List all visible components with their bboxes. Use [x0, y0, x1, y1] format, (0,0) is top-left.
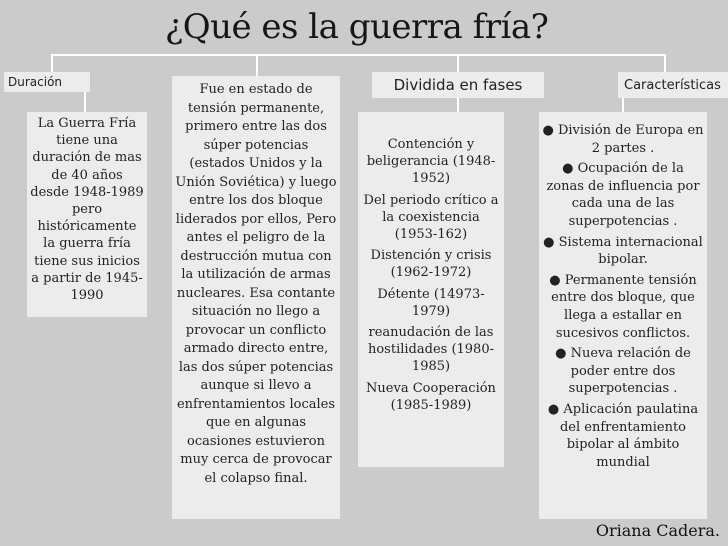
- fase-item: Détente (14973-1979): [377, 286, 485, 319]
- definicion-text: Fue en estado de tensión permanente, primero entre las dos súper potencias (estados Unidos y la Unión Soviética) y luego entre los dos bloque liderados por ellos, Pero antes el peligro de la destrucción mutua con la utilización de armas nucleares. Esa contante situación no llego a provocar un conflicto armado directo entre, las dos súper potencias aunque si llevo a enfrentamientos locales que en algunas ocasiones estuvieron muy cerca de provocar el colapso final.: [175, 82, 337, 486]
- fase-item: Contención y beligerancia (1948-1952): [366, 137, 496, 187]
- fase-item: reanudación de las hostilidades (1980-1985): [367, 325, 494, 375]
- page-title: ¿Qué es la guerra fría?: [165, 7, 549, 47]
- connector-definicion: [256, 54, 258, 78]
- duracion-header: Duración: [4, 72, 90, 92]
- fase-item: Nueva Cooperación (1985-1989): [366, 380, 496, 413]
- connector-caracteristicas-col: [622, 98, 624, 112]
- connector-fases-col: [457, 98, 459, 112]
- definicion-box: [172, 76, 340, 519]
- caracteristica-item: ● Sistema internacional bipolar.: [543, 234, 703, 268]
- title-connector: [51, 54, 665, 56]
- fases-box: [358, 112, 504, 467]
- author-signature: Oriana Cadera.: [595, 521, 720, 540]
- connector-caracteristicas: [664, 54, 666, 72]
- caracteristica-item: ● Permanente tensión entre dos bloque, que llega a estallar en sucesivos conflictos.: [549, 272, 697, 341]
- fase-item: Del periodo crítico a la coexistencia (1953-162): [363, 192, 499, 243]
- fases-header: Dividida en fases: [372, 72, 544, 98]
- caracteristica-item: ● Ocupación de la zonas de influencia por cada una de las superpotencias .: [546, 161, 700, 229]
- duracion-box: [27, 112, 147, 317]
- connector-fases: [457, 54, 459, 72]
- connector-duracion-col: [84, 92, 86, 114]
- duracion-text: La Guerra Fría tiene una duración de mas de 40 años desde 1948-1989 pero históricamente la guerra fría tiene sus inicios a partir de 1945-1990: [30, 116, 144, 304]
- caracteristica-item: ● División de Europa en 2 partes .: [542, 123, 704, 156]
- caracteristicas-header: Características: [618, 72, 728, 98]
- fase-item: Distención y crisis (1962-1972): [370, 248, 492, 281]
- caracteristicas-box: [539, 112, 707, 519]
- caracteristica-item: ● Nueva relación de poder entre dos superpotencias .: [555, 346, 691, 397]
- caracteristica-item: ● Aplicación paulatina del enfrentamiento bipolar al ámbito mundial: [547, 401, 699, 470]
- connector-duracion: [51, 54, 53, 72]
